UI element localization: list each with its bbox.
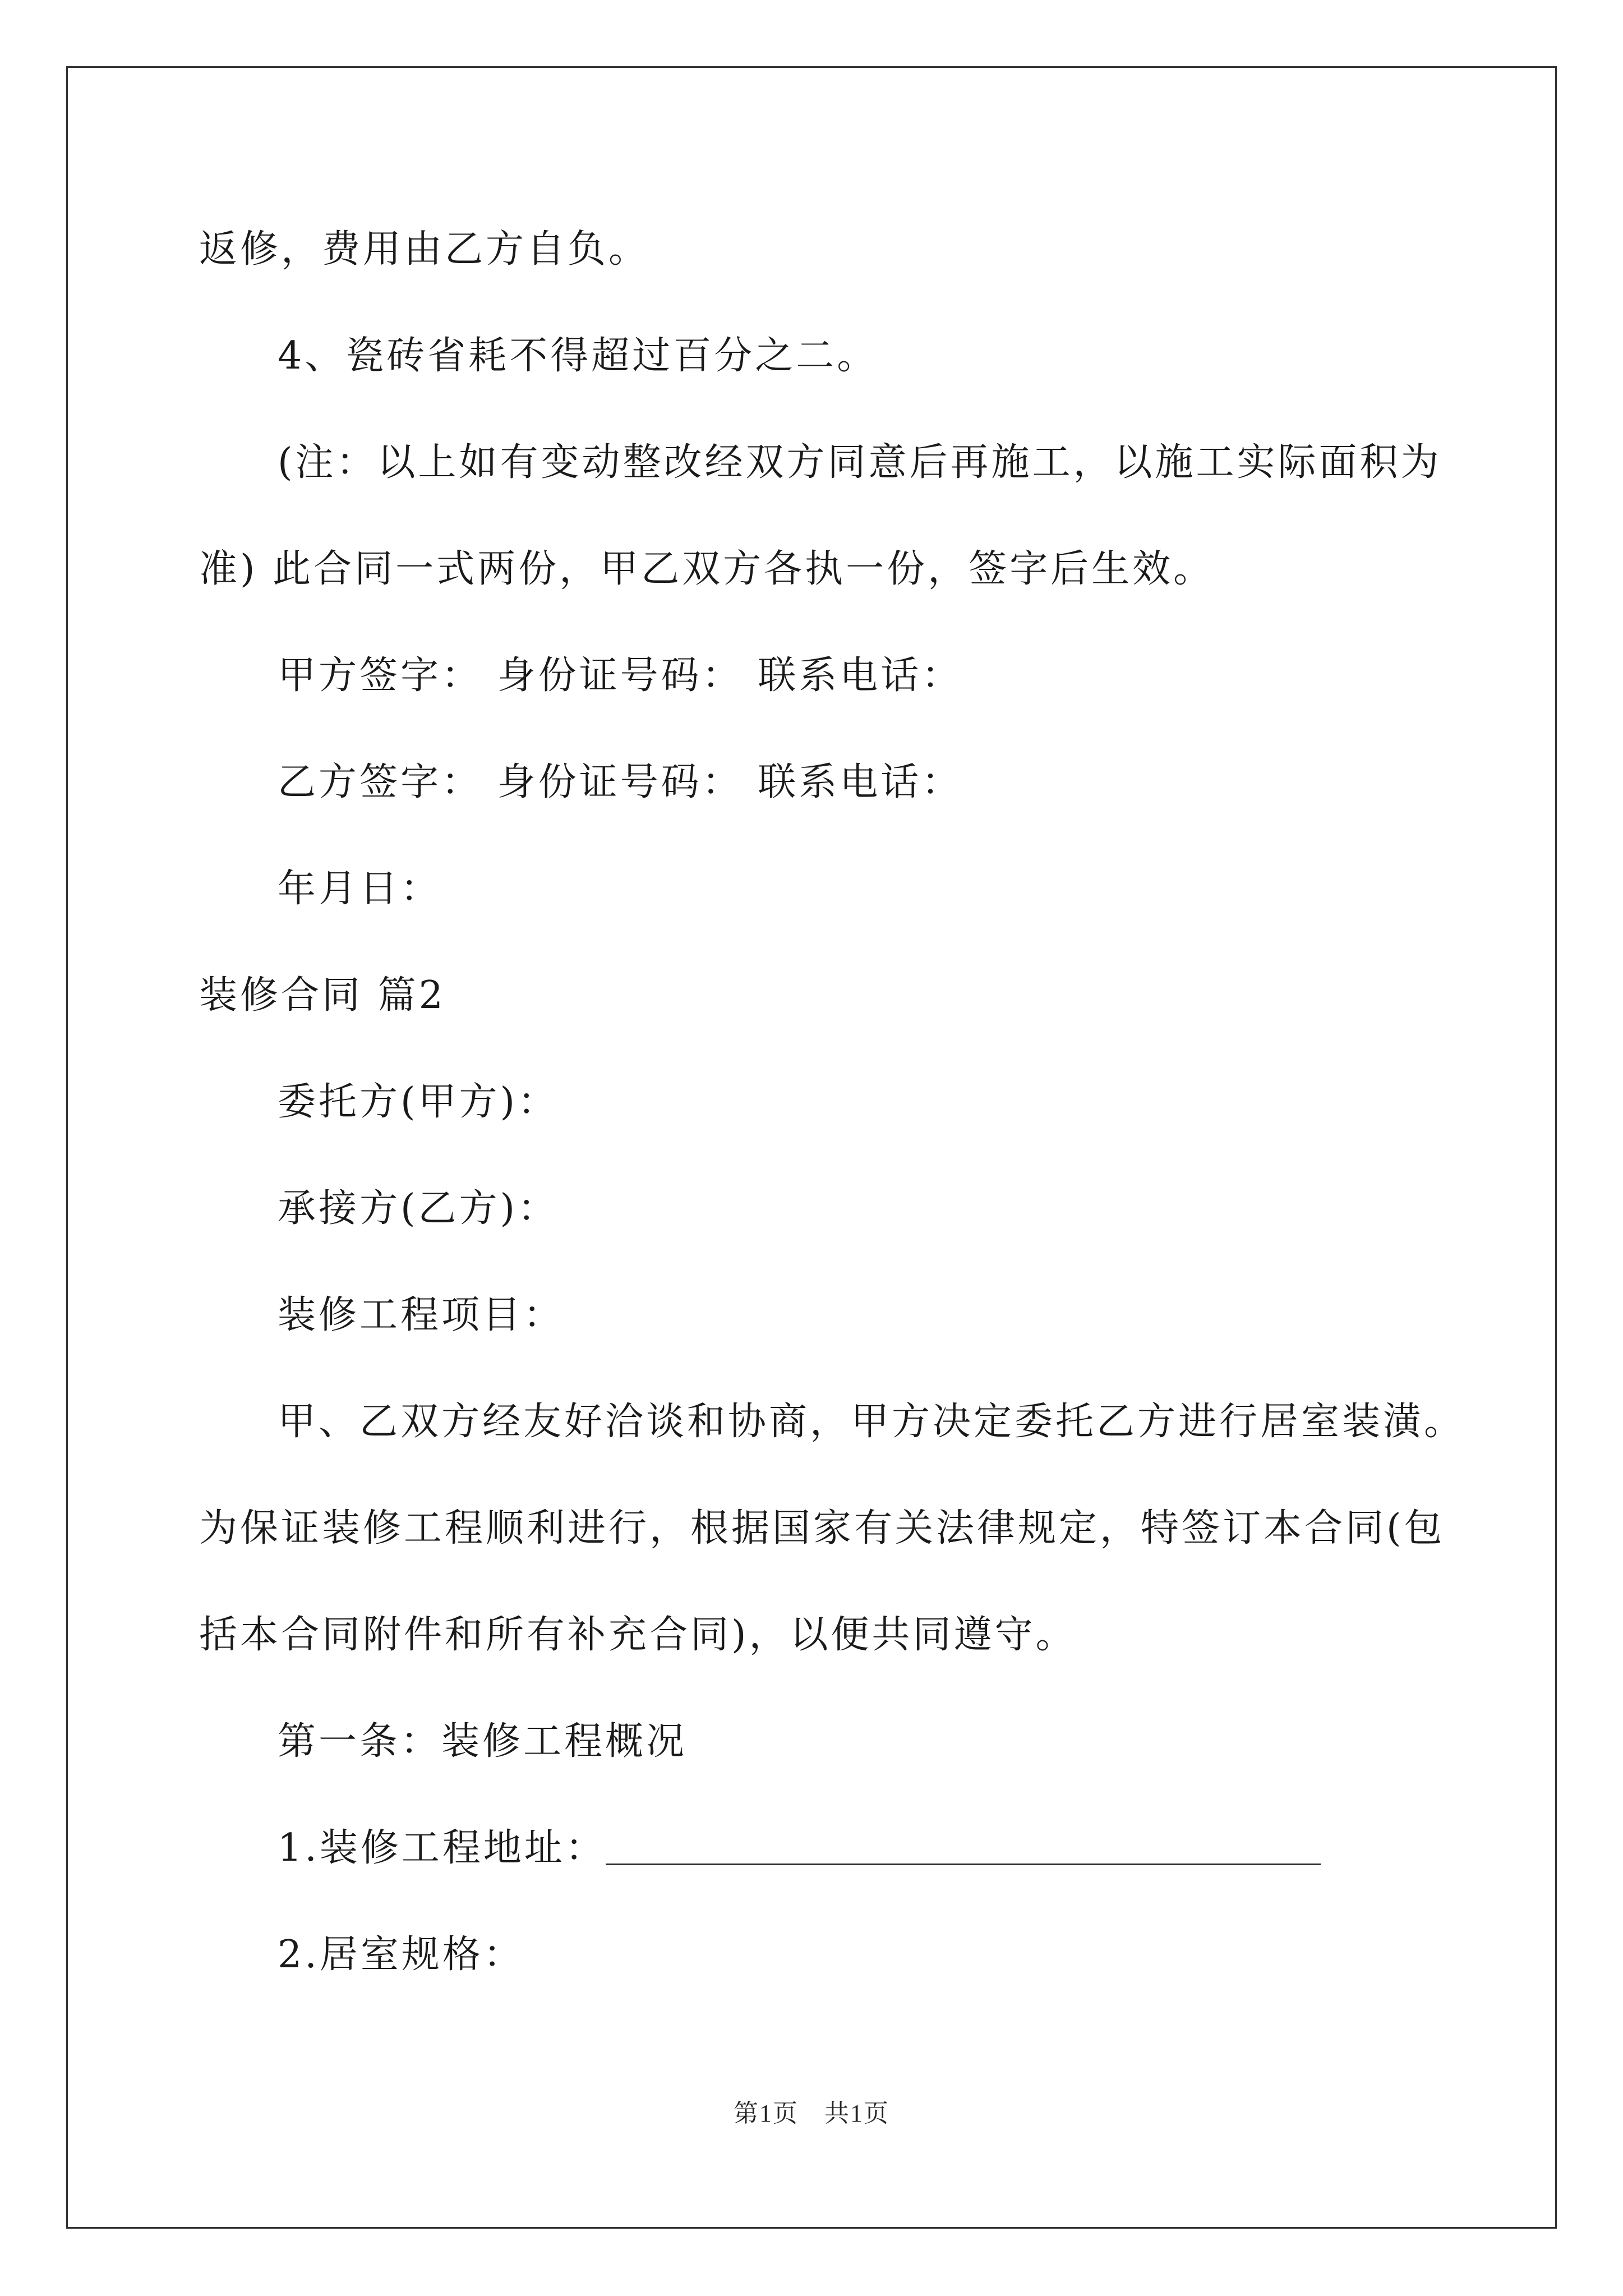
paragraph-line: 2.居室规格： — [278, 1932, 524, 1977]
section-heading: 装修合同 篇2 — [199, 973, 446, 1018]
page-border — [66, 66, 1557, 2229]
date-line: 年月日： — [278, 867, 442, 911]
signature-line-party-b: 乙方签字： 身份证号码： 联系电话： — [278, 760, 963, 804]
paragraph-line: 括本合同附件和所有补充合同)，以便共同遵守。 — [199, 1613, 1077, 1657]
signature-line-party-a: 甲方签字： 身份证号码： 联系电话： — [278, 654, 963, 698]
address-label: 1.装修工程地址： — [278, 1826, 606, 1870]
address-blank-line — [606, 1864, 1321, 1865]
paragraph-line: 为保证装修工程顺利进行，根据国家有关法律规定，特签订本合同(包 — [199, 1506, 1445, 1550]
article-heading: 第一条：装修工程概况 — [278, 1719, 688, 1764]
paragraph-line: 承接方(乙方)： — [278, 1186, 559, 1231]
paragraph-line: 返修，费用由乙方自负。 — [199, 227, 650, 272]
paragraph-line: (注：以上如有变动整改经双方同意后再施工，以施工实际面积为 — [278, 440, 1442, 485]
paragraph-line: 准) 此合同一式两份，甲乙双方各执一份，签字后生效。 — [199, 547, 1215, 591]
page-footer: 第1页 共1页 — [734, 2100, 889, 2127]
paragraph-line: 委托方(甲方)： — [278, 1080, 559, 1124]
paragraph-line: 甲、乙双方经友好洽谈和协商，甲方决定委托乙方进行居室装潢。 — [278, 1400, 1465, 1444]
paragraph-line: 装修工程项目： — [278, 1293, 565, 1337]
paragraph-line: 4、瓷砖省耗不得超过百分之二。 — [278, 334, 878, 378]
